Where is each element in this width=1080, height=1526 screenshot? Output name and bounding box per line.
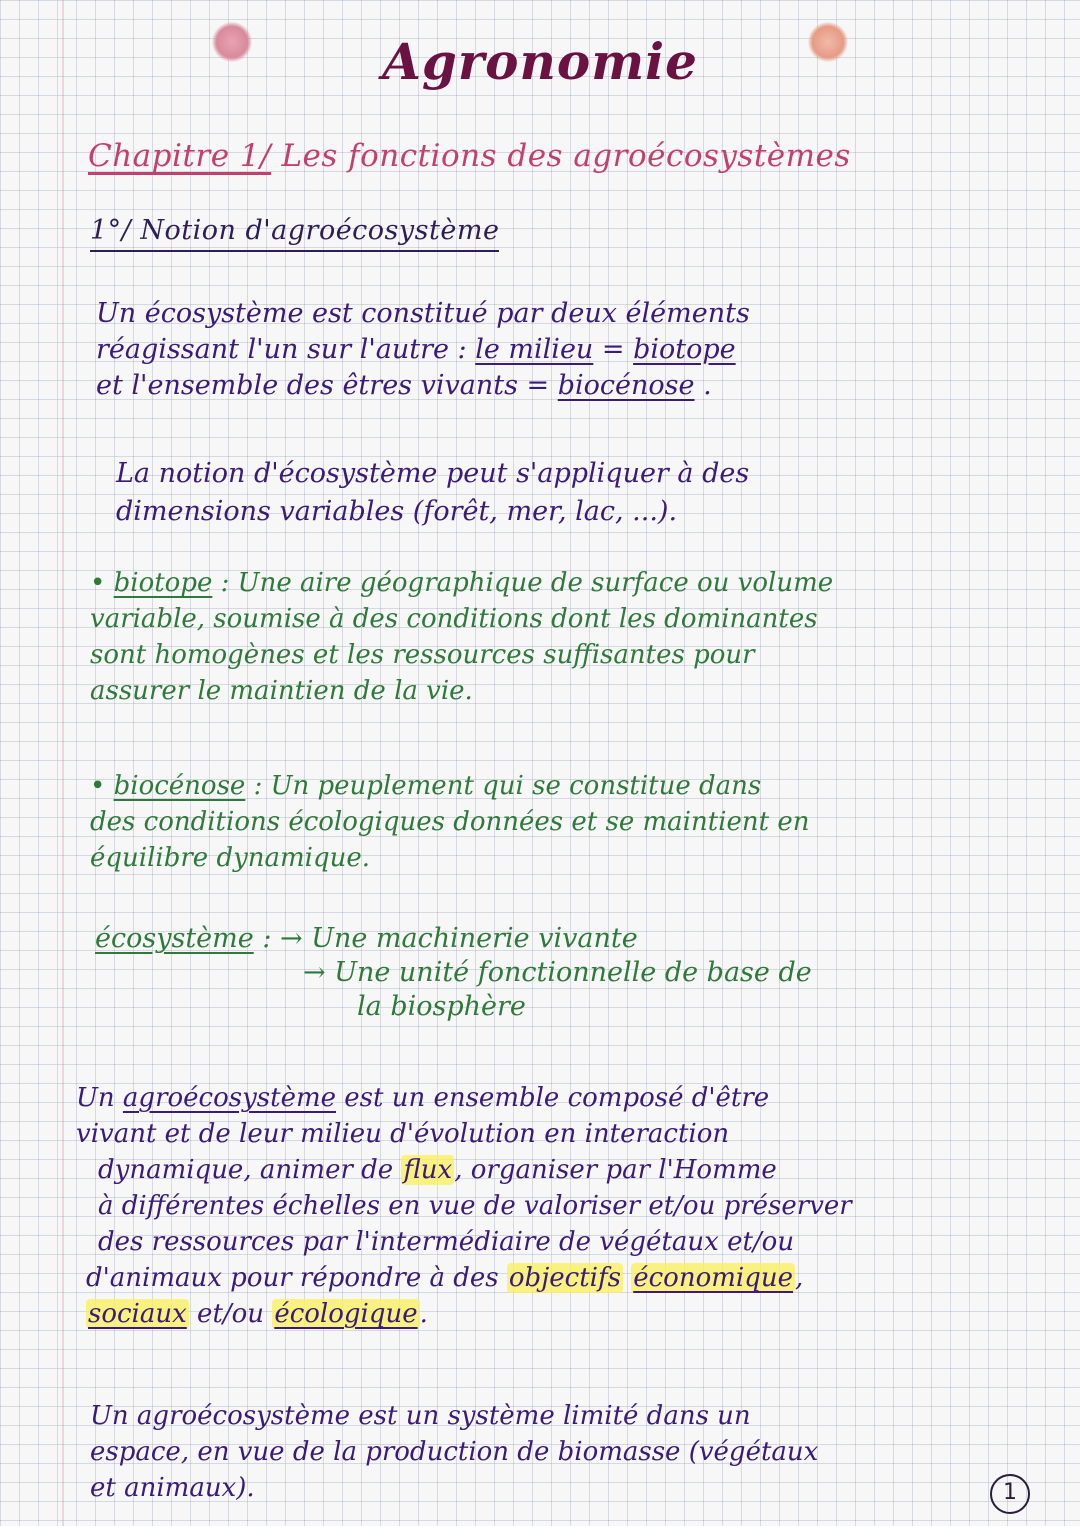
ecosysteme-term: écosystème [95,923,254,954]
highlight-sociaux: sociaux [88,1299,187,1329]
biotope-line1: • biotope : Une aire géographique de surface ou volume [90,568,834,598]
para3-line6: d'animaux pour répondre à des objectifs économique, [86,1263,804,1293]
definition-biocenose [90,768,809,876]
term-milieu: le milieu [475,334,594,365]
biocenose-term: biocénose [113,771,246,801]
paragraph-ecosystem [96,296,750,404]
para3-line3: dynamique, animer de flux, organiser par l'Homme [98,1155,777,1185]
biotope-line2: variable, soumise à des conditions dont les dominantes [90,604,818,634]
biocenose-line1: • biocénose : Un peuplement qui se constitue dans [90,771,762,801]
paragraph-limited-system [90,1398,818,1506]
para2-line1: La notion d'écosystème peut s'appliquer à des [116,458,750,489]
term-biocenose: biocénose [557,370,695,401]
chapter-heading [88,138,851,174]
ecosysteme-row2: → Une unité fonctionnelle de base de [303,957,812,988]
biotope-line4: assurer le maintien de la vie. [90,676,473,706]
para1-line2: réagissant l'un sur l'autre : le milieu = biotope [96,334,736,365]
chapter-text: Les fonctions des agroécosystèmes [281,138,851,174]
para3-line1: Un agroécosystème est un ensemble composé d'être [76,1083,770,1113]
para3-line7: sociaux et/ou écologique. [88,1299,428,1329]
para3-line4: à différentes échelles en vue de valoriser et/ou préserver [98,1191,852,1221]
margin-line [62,0,64,1526]
para4-line1: Un agroécosystème est un système limité dans un [90,1401,751,1431]
paragraph-agroecosystem [76,1080,852,1332]
term-agroecosysteme: agroécosystème [122,1083,336,1113]
biotope-term: biotope [113,568,213,598]
para4-line2: espace, en vue de la production de biomasse (végétaux [90,1437,819,1467]
para2-line2: dimensions variables (forêt, mer, lac, ...). [116,496,678,527]
ecosysteme-row3: la biosphère [357,991,526,1022]
para4-line3: et animaux). [90,1473,255,1503]
definition-biotope [90,565,833,709]
biocenose-line3: équilibre dynamique. [90,843,371,873]
para1-line3: et l'ensemble des êtres vivants = biocénose . [96,370,712,401]
highlight-flux: flux [403,1155,453,1185]
highlight-objectifs: objectifs [508,1263,621,1293]
biotope-line3: sont homogènes et les ressources suffisantes pour [90,640,755,670]
highlight-ecologique: écologique [274,1299,418,1329]
biocenose-line2: des conditions écologiques données et se maintient en [90,807,810,837]
term-biotope: biotope [633,334,736,365]
definition-ecosysteme [95,922,812,1024]
paragraph-notion [116,455,749,531]
highlight-economique: économique [633,1263,793,1293]
chapter-label: Chapitre 1/ [88,138,272,174]
page-title: Agronomie [382,32,698,91]
ecosysteme-row1: écosystème : → Une machinerie vivante [95,923,638,954]
page-number: 1 [990,1474,1030,1514]
para3-line2: vivant et de leur milieu d'évolution en interaction [76,1119,730,1149]
para1-line1: Un écosystème est constitué par deux éléments [96,298,750,329]
section-heading: 1°/ Notion d'agroécosystème [90,215,499,252]
para3-line5: des ressources par l'intermédiaire de végétaux et/ou [98,1227,795,1257]
